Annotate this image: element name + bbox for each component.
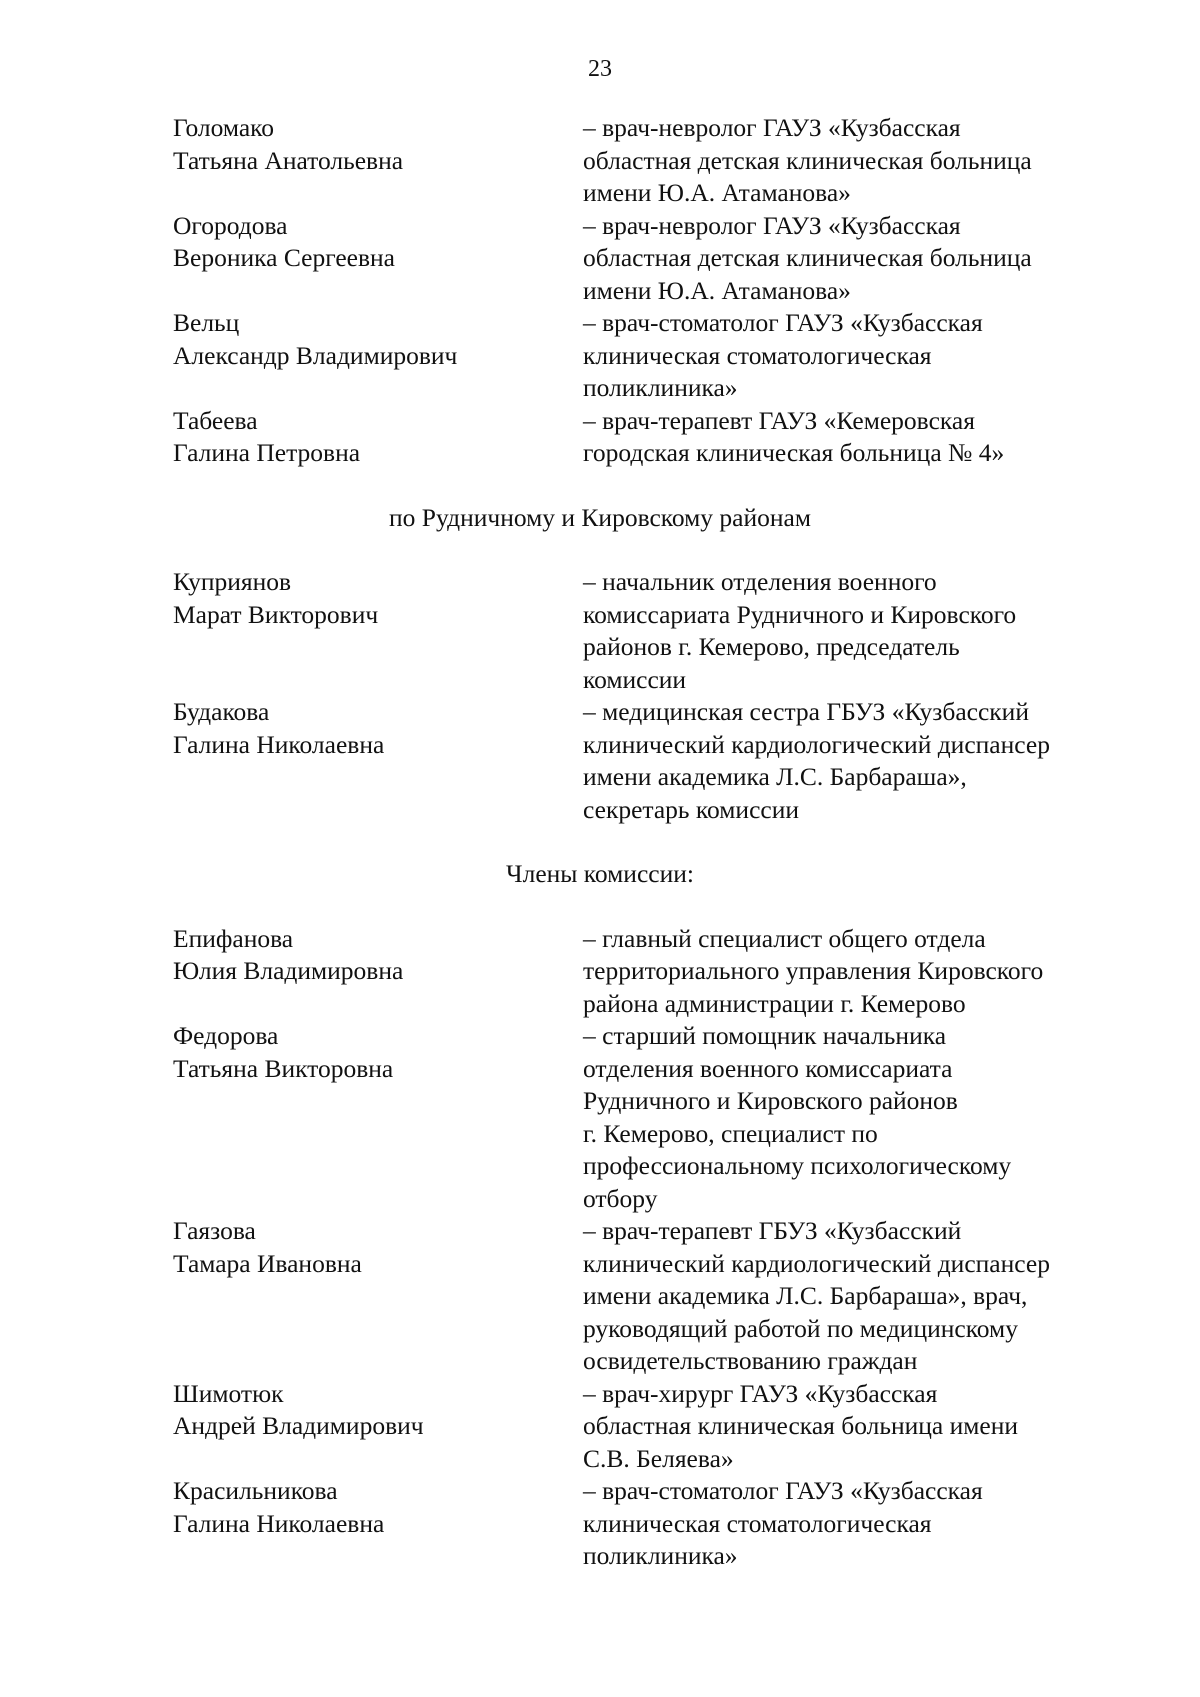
member-given-names: Татьяна Анатольевна [173, 145, 404, 175]
member-name [173, 405, 583, 470]
member-surname: Табеева [173, 405, 258, 435]
member-name [173, 923, 583, 988]
member-position: – врач-стоматолог ГАУЗ «Кузбасская клиническая стоматологическая поликлиника» [583, 1476, 983, 1570]
member-name [173, 1475, 583, 1540]
member-given-names: Марат Викторович [173, 599, 379, 629]
member-position: – врач-стоматолог ГАУЗ «Кузбасская клиническая стоматологическая поликлиника» [583, 308, 983, 402]
member-given-names: Вероника Сергеевна [173, 243, 395, 272]
member-position: – медицинская сестра ГБУЗ «Кузбасский клинический кардиологический диспансер имени академика Л.С. Барбараша», секретарь комиссии [583, 697, 1050, 824]
member-list-1 [173, 112, 1113, 470]
member-entry [173, 1215, 1113, 1378]
member-entry [173, 112, 1113, 210]
member-list-2 [173, 923, 1113, 1573]
member-surname: Федорова [173, 1021, 279, 1050]
member-surname: Шимотюк [173, 1378, 284, 1408]
member-entry [173, 210, 1113, 308]
member-surname: Красильникова [173, 1476, 338, 1505]
member-position: – врач-невролог ГАУЗ «Кузбасская областная детская клиническая больница имени Ю.А. Атаманова» [583, 210, 1032, 305]
member-given-names: Андрей Владимирович [173, 1411, 424, 1440]
document-body [173, 112, 1113, 1573]
member-entry [173, 1475, 1113, 1573]
member-position: – главный специалист общего отдела территориального управления Кировского района администрации г. Кемерово [583, 923, 1044, 1018]
member-name [173, 210, 583, 275]
commission-leadership-list [173, 566, 1113, 826]
member-surname: Куприянов [173, 567, 292, 596]
member-surname: Голомако [173, 113, 275, 142]
member-surname: Епифанова [173, 923, 294, 953]
member-entry [173, 923, 1113, 1021]
member-entry [173, 405, 1113, 470]
member-given-names: Александр Владимирович [173, 340, 458, 370]
member-position: – начальник отделения военного комиссариата Рудничного и Кировского районов г. Кемерово, председатель комиссии [583, 567, 1017, 694]
member-name [173, 1020, 583, 1085]
member-name [173, 566, 583, 631]
member-name [173, 696, 583, 761]
member-name [173, 112, 583, 177]
member-position: – врач-хирург ГАУЗ «Кузбасская областная клиническая больница имени С.В. Беляева» [583, 1378, 1019, 1473]
member-position: – врач-терапевт ГБУЗ «Кузбасский клинический кардиологический диспансер имени академика Л.С. Барбараша», врач, руководящий работой по медицинскому освидетельствованию граждан [583, 1216, 1050, 1375]
member-surname: Огородова [173, 210, 288, 240]
member-entry [173, 566, 1113, 696]
member-name [173, 307, 583, 372]
member-entry [173, 1020, 1113, 1215]
member-surname: Гаязова [173, 1216, 256, 1245]
member-surname: Будакова [173, 697, 270, 726]
member-name [173, 1215, 583, 1280]
member-given-names: Галина Петровна [173, 438, 361, 467]
member-entry [173, 307, 1113, 405]
member-entry [173, 696, 1113, 826]
member-position: – врач-терапевт ГАУЗ «Кемеровская городская клиническая больница № 4» [583, 405, 1005, 467]
member-entry [173, 1378, 1113, 1476]
member-given-names: Татьяна Викторовна [173, 1053, 394, 1083]
member-name [173, 1378, 583, 1443]
member-given-names: Юлия Владимировна [173, 956, 404, 985]
member-given-names: Тамара Ивановна [173, 1248, 362, 1278]
member-position: – врач-невролог ГАУЗ «Кузбасская областная детская клиническая больница имени Ю.А. Атаманова» [583, 113, 1032, 207]
member-given-names: Галина Николаевна [173, 1508, 385, 1538]
page-number: 23 [588, 56, 612, 82]
member-given-names: Галина Николаевна [173, 729, 385, 759]
member-surname: Вельц [173, 308, 240, 337]
member-position: – старший помощник начальника отделения военного комиссариата Рудничного и Кировского районов г. Кемерово, специалист по профессиональному психологическому отбору [583, 1021, 1012, 1213]
members-heading: Члены комиссии: [506, 859, 694, 888]
district-heading: по Рудничному и Кировскому районам [389, 502, 811, 532]
